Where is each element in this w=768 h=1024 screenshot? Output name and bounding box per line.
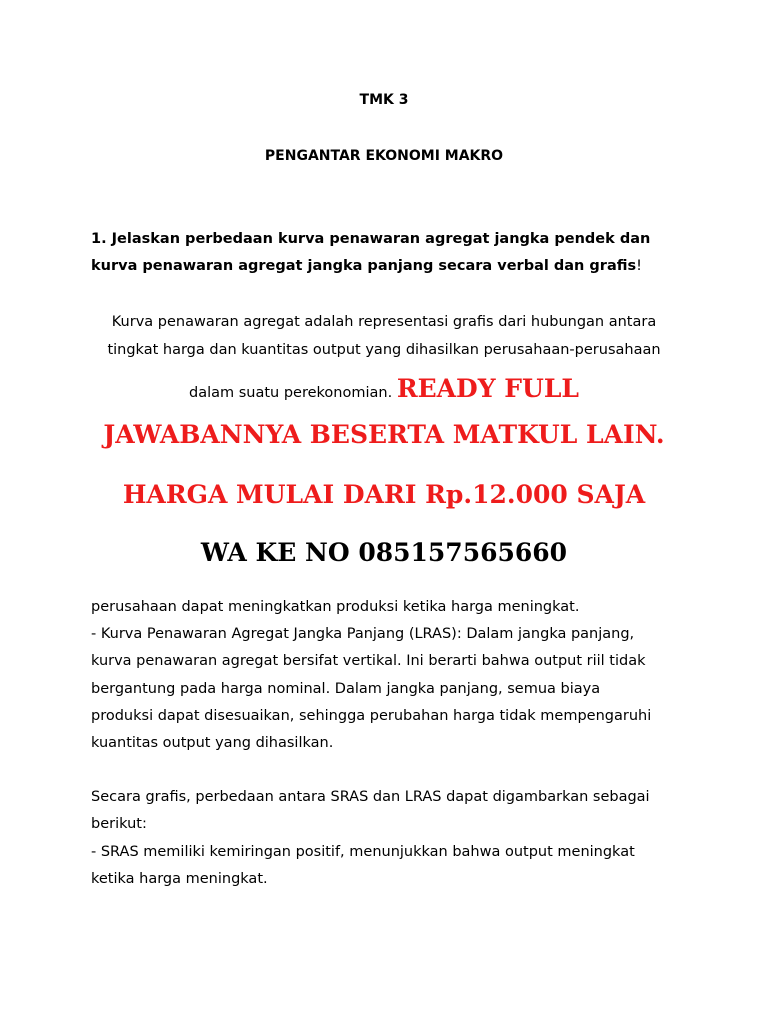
question-end: ! xyxy=(636,258,642,274)
promo-contact: WA KE NO 085157565660 xyxy=(200,538,568,567)
promo-line-1: READY FULL xyxy=(396,374,579,403)
body-text xyxy=(91,594,686,893)
body-line: - Kurva Penawaran Agregat Jangka Panjang (LRAS): Dalam jangka panjang, xyxy=(91,626,635,643)
body-line: kurva penawaran agregat bersifat vertikal. Ini berarti bahwa output riil tidak xyxy=(91,653,646,670)
paragraph-gap xyxy=(91,757,686,784)
assignment-code: TMK 3 xyxy=(359,92,409,108)
intro-last-line xyxy=(0,374,768,403)
body-line: produksi dapat disesuaikan, sehingga perubahan harga tidak mempengaruhi xyxy=(91,707,652,724)
body-line: ketika harga meningkat. xyxy=(91,870,268,887)
course-title: PENGANTAR EKONOMI MAKRO xyxy=(264,148,504,164)
body-line: perusahaan dapat meningkatkan produksi ketika harga meningkat. xyxy=(91,599,580,615)
body-line: bergantung pada harga nominal. Dalam jangka panjang, semua biaya xyxy=(91,680,601,697)
question-text xyxy=(91,226,681,280)
intro-paragraph: Kurva penawaran agregat adalah representasi grafis dari hubungan antara tingkat harga dan kuantitas output yang dihasilkan perusahaan-perusahaan xyxy=(107,314,661,358)
body-line: Secara grafis, perbedaan antara SRAS dan LRAS dapat digambarkan sebagai xyxy=(91,789,650,806)
question-body: 1. Jelaskan perbedaan kurva penawaran agregat jangka pendek dan kurva penawaran agregat jangka panjang secara verbal dan grafis xyxy=(91,231,651,274)
promo-line-3: HARGA MULAI DARI Rp.12.000 SAJA xyxy=(122,480,646,509)
body-line: kuantitas output yang dihasilkan. xyxy=(91,735,334,752)
body-line: berikut: xyxy=(91,816,147,833)
promo-line-2: JAWABANNYA BESERTA MATKUL LAIN. xyxy=(103,420,665,449)
body-line: - SRAS memiliki kemiringan positif, menunjukkan bahwa output meningkat xyxy=(91,843,635,860)
intro-last-text: dalam suatu perekonomian. xyxy=(189,385,397,401)
